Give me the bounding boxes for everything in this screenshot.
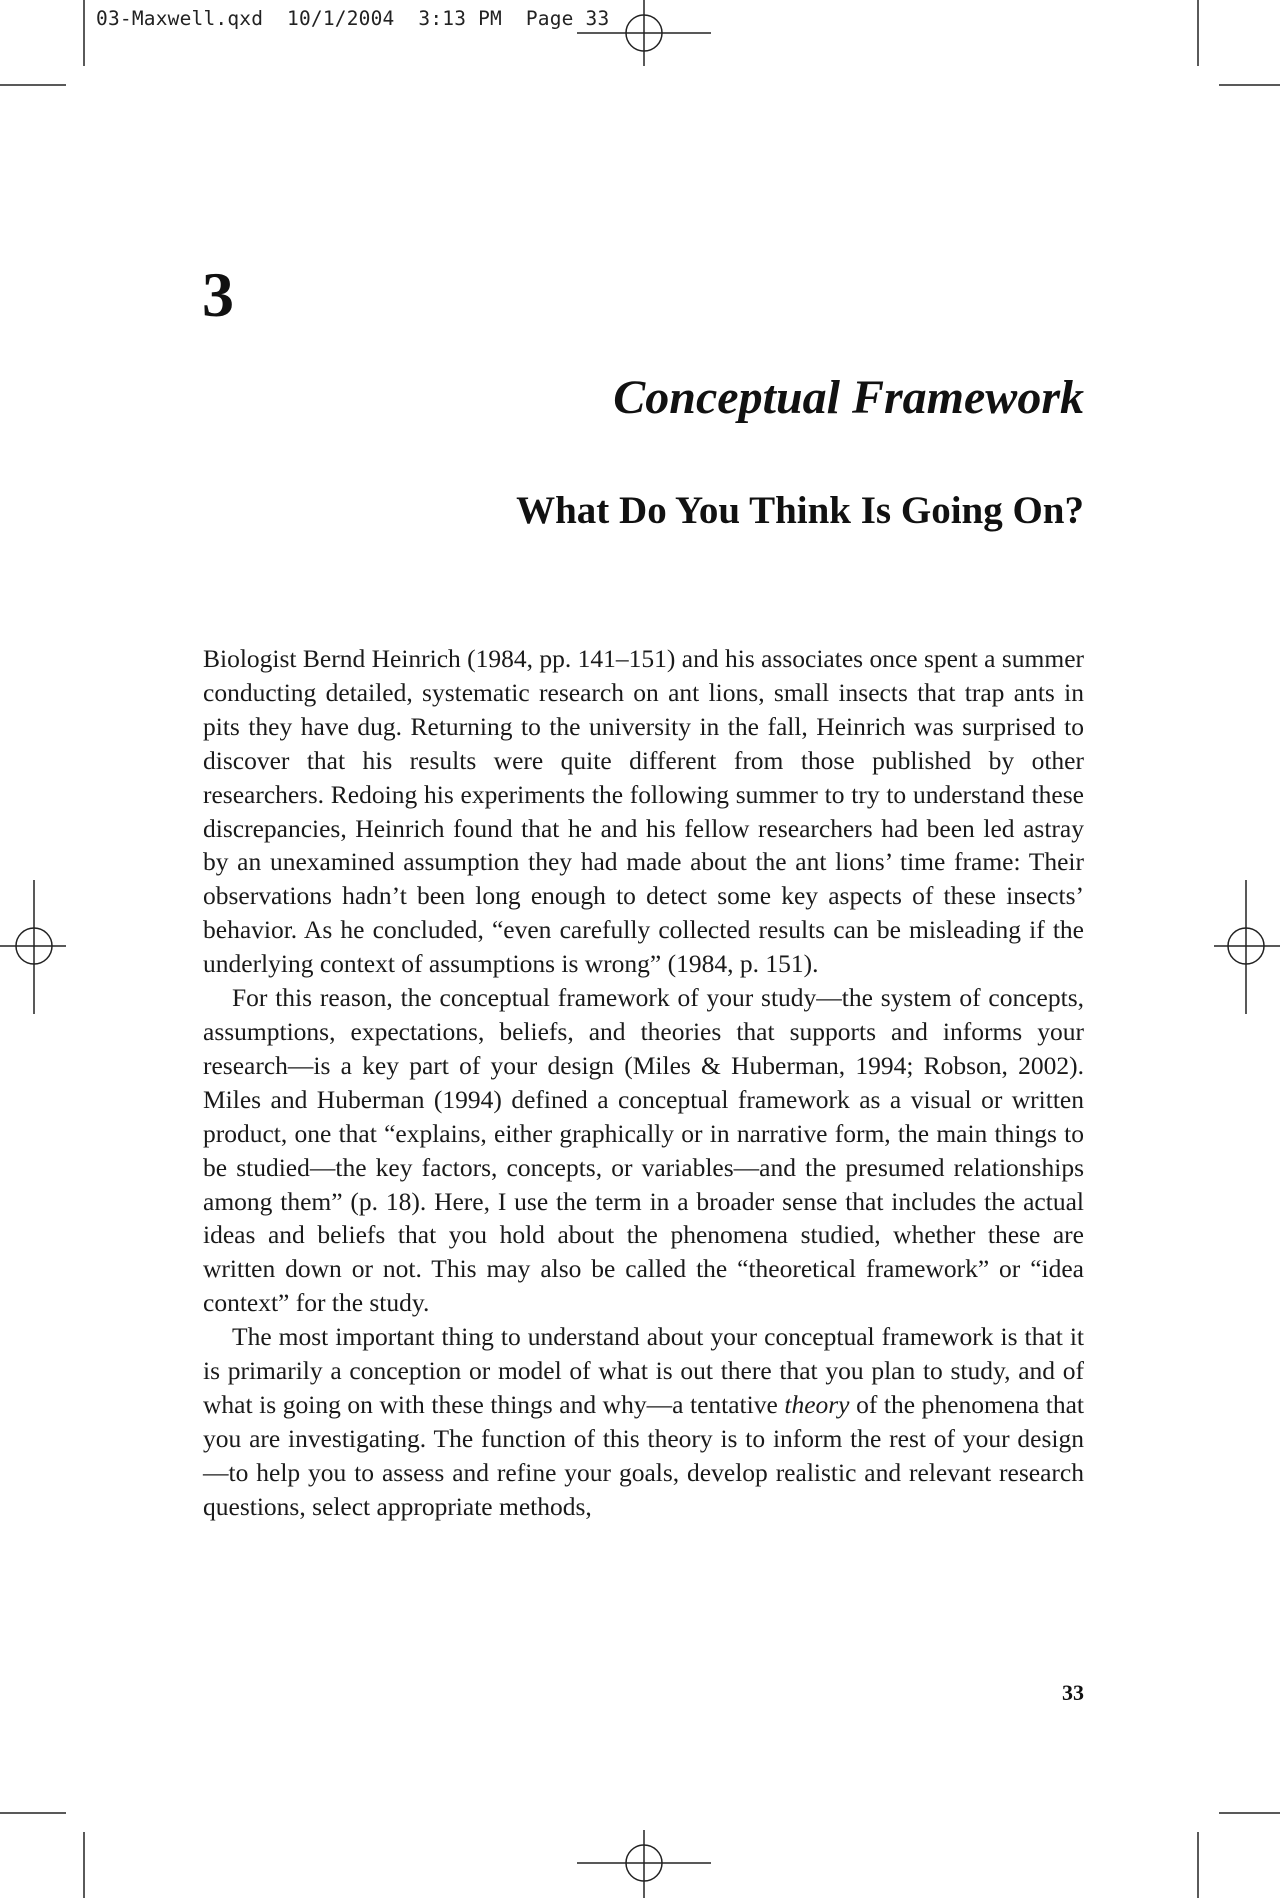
chapter-subtitle: What Do You Think Is Going On? xyxy=(516,489,1084,532)
registration-mark-left xyxy=(0,880,66,1014)
paragraph-3-italic-term: theory xyxy=(784,1389,850,1419)
paragraph-3-text-end: of the phenomena that you are investigating. The function of this theory is to inform the rest of your design—to help you to assess and refine your goals, develop realistic and relevant research questions, select appropriate methods, xyxy=(203,1389,1084,1521)
print-slug-line: 03-Maxwell.qxd 10/1/2004 3:13 PM Page 33 xyxy=(96,7,610,30)
chapter-title: Conceptual Framework xyxy=(613,371,1084,424)
registration-mark-bottom xyxy=(577,1830,711,1898)
page-number: 33 xyxy=(1062,1680,1084,1705)
chapter-number: 3 xyxy=(202,259,234,330)
registration-mark-top xyxy=(577,0,711,66)
paragraph-3-text-start: The most important thing to understand about your conceptual framework is that it is primarily a conception or model of what is out there that you plan to study, and of what is going on with these things and why—a tentative xyxy=(203,1322,1084,1419)
paragraph-2: For this reason, the conceptual framework of your study—the system of concepts, assumptions, expectations, beliefs, and theories that supports and informs your research—is a key part of your design (Miles & Huberman, 1994; Robson, 2002). Miles and Huberman (1994) defined a conceptual framework as a visual or written product, one that “explains, either graphically or in narrative form, the main things to be studied—the key factors, concepts, or variables—and the presumed relationships among them” (p. 18). Here, I use the term in a broader sense that includes the actual ideas and beliefs that you hold about the phenomena studied, whether these are written down or not. This may also be called the “theoretical framework” or “idea context” for the study. xyxy=(203,983,1084,1318)
paragraph-1: Biologist Bernd Heinrich (1984, pp. 141–151) and his associates once spent a summer conducting detailed, systematic research on ant lions, small insects that trap ants in pits they have dug. Returning to the university in the fall, Heinrich was surprised to discover that his results were quite different from those published by other researchers. Redoing his experiments the following summer to try to understand these discrepancies, Heinrich found that he and his fellow researchers had been led astray by an unexamined assumption they had made about the ant lions’ time frame: Their observations hadn’t been long enough to detect some key aspects of these insects’ behavior. As he concluded, “even carefully collected results can be misleading if the underlying context of assumptions is wrong” (1984, p. 151). xyxy=(203,644,1085,979)
paragraph-3 xyxy=(203,1320,1084,1523)
registration-mark-right xyxy=(1214,880,1280,1014)
body-text xyxy=(203,642,1084,1524)
